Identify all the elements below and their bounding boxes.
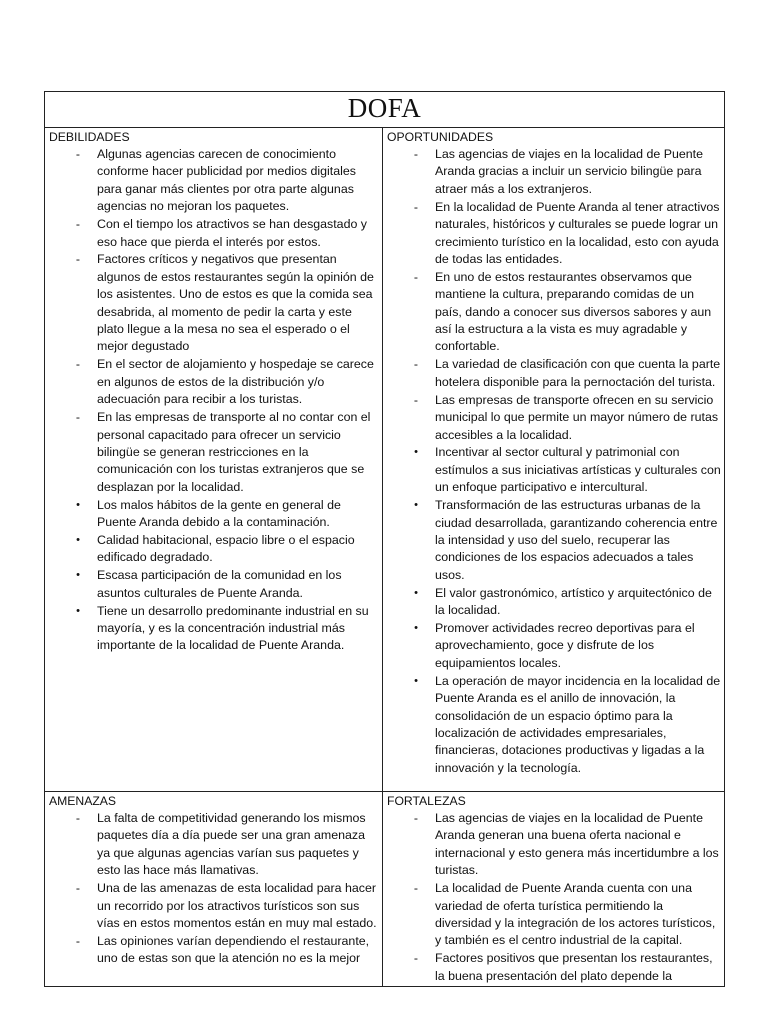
oportunidades-list-item [387, 497, 721, 584]
fortalezas-list [387, 810, 721, 985]
debilidades-item-text: Calidad habitacional, espacio libre o el espacio edificado degradado. [97, 532, 355, 565]
oportunidades-item-text: En uno de estos restaurantes observamos que mantiene la cultura, preparando comidas de un país, dando a conocer sus diversos sabores y aun así la estructura a la vista es muy agradable y confortable. [435, 269, 712, 354]
dash-icon: - [413, 951, 419, 966]
debilidades-list-item [49, 497, 379, 532]
debilidades-list-item [49, 409, 379, 496]
bullet-icon: • [414, 446, 418, 459]
quadrant-amenazas [45, 792, 383, 987]
dofa-table [44, 91, 725, 987]
debilidades-list-item [49, 146, 379, 216]
oportunidades-list-item [387, 585, 721, 620]
oportunidades-list-item [387, 444, 721, 496]
debilidades-item-text: Escasa participación de la comunidad en los asuntos culturales de Puente Aranda. [97, 568, 342, 600]
amenazas-item-text: La falta de competitividad generando los mismos paquetes día a día puede ser una gran amenaza ya que algunas agencias varían sus paquetes y esto las hace más llamativas. [97, 811, 366, 878]
fortalezas-list-item [387, 950, 721, 985]
oportunidades-list-item [387, 146, 721, 198]
bullet-icon: • [76, 533, 80, 546]
debilidades-item-text: En el sector de alojamiento y hospedaje se carece en algunos de estos de la distribución y/o adecuación para recibir a los turistas. [97, 357, 374, 407]
fortalezas-list-item [387, 810, 721, 880]
oportunidades-item-text: La variedad de clasificación con que cuenta la parte hotelera disponible para la pernoctación del turista. [435, 357, 721, 389]
fortalezas-heading: FORTALEZAS [387, 794, 466, 808]
debilidades-list-item [49, 356, 379, 408]
oportunidades-item-text: Incentivar al sector cultural y patrimonial con estímulos a sus iniciativas artísticas y culturales con un enfoque participativo e intercultural. [435, 445, 721, 495]
oportunidades-list-item [387, 620, 721, 672]
oportunidades-item-text: El valor gastronómico, artístico y arquitectónico de la localidad. [435, 585, 712, 618]
quadrant-fortalezas [383, 792, 725, 987]
amenazas-list-item [49, 933, 379, 968]
dash-icon: - [75, 881, 81, 896]
dash-icon: - [75, 357, 81, 372]
oportunidades-heading: OPORTUNIDADES [387, 130, 494, 144]
debilidades-item-text: Algunas agencias carecen de conocimiento conforme hacer publicidad por medios digitales para ganar más clientes por otra parte algunas agencias no mejoran los paquetes. [97, 147, 356, 214]
debilidades-item-text: En las empresas de transporte al no contar con el personal capacitado para ofrecer un servicio bilingüe se generan restricciones en la comunicación con los turistas extranjeros que se desplazan por la localidad. [97, 410, 371, 494]
fortalezas-item-text: La localidad de Puente Aranda cuenta con una variedad de oferta turística permitiendo la diversidad y la integración de los actores turísticos, y también es el centro industrial de la capital. [435, 881, 716, 948]
oportunidades-list-item [387, 199, 721, 269]
debilidades-list [49, 146, 379, 655]
bullet-icon: • [414, 621, 418, 634]
debilidades-item-text: Los malos hábitos de la gente en general de Puente Aranda debido a la contaminación. [97, 497, 341, 530]
oportunidades-list-item [387, 392, 721, 444]
debilidades-item-text: Factores críticos y negativos que presentan algunos de estos restaurantes según la opinión de los asistentes. Uno de estos es que la comida sea desabrida, al momento de pedir la carta y este plato llegue a la mesa no sea el esperado o el mejor degustado [97, 252, 374, 354]
amenazas-list-item [49, 810, 379, 880]
debilidades-list-item [49, 567, 379, 602]
amenazas-item-text: Las opiniones varían dependiendo el restaurante, uno de estas son que la atención no es la mejor [97, 933, 370, 966]
bullet-icon: • [414, 586, 418, 599]
oportunidades-item-text: Transformación de las estructuras urbanas de la ciudad desarrollada, garantizando coherencia entre la intensidad y uso del suelo, recuperar las condiciones de los espacios adecuados a tales usos. [435, 498, 718, 582]
dash-icon: - [75, 410, 81, 425]
dash-icon: - [413, 357, 419, 372]
oportunidades-item-text: Promover actividades recreo deportivas para el aprovechamiento, goce y disfrute de los equipamientos locales. [435, 620, 695, 670]
dash-icon: - [75, 147, 81, 161]
dash-icon: - [413, 881, 419, 896]
fortalezas-list-item [387, 880, 721, 950]
dash-icon: - [75, 217, 81, 232]
dash-icon: - [413, 199, 419, 214]
bullet-icon: • [414, 499, 418, 512]
bullet-icon: • [76, 604, 80, 617]
debilidades-list-item [49, 532, 379, 567]
dash-icon: - [75, 252, 81, 267]
table-title: DOFA [45, 92, 725, 128]
fortalezas-item-text: Factores positivos que presentan los restaurantes, la buena presentación del plato depende la [435, 951, 713, 983]
dash-icon: - [413, 269, 419, 284]
debilidades-heading: DEBILIDADES [49, 130, 130, 144]
oportunidades-list-item [387, 269, 721, 356]
bullet-icon: • [76, 569, 80, 582]
debilidades-item-text: Con el tiempo los atractivos se han desgastado y eso hace que pierda el interés por estos. [97, 217, 367, 249]
fortalezas-item-text: Las agencias de viajes en la localidad de Puente Aranda generan una buena oferta nacional e internacional y esto genera más incertidumbre a los turistas. [435, 811, 719, 878]
oportunidades-item-text: Las agencias de viajes en la localidad de Puente Aranda gracias a incluir un servicio bilingüe para atraer más a los extranjeros. [435, 147, 703, 196]
dash-icon: - [413, 147, 419, 161]
dash-icon: - [413, 811, 419, 825]
debilidades-list-item [49, 251, 379, 355]
oportunidades-item-text: Las empresas de transporte ofrecen en su servicio municipal lo que permite un mayor número de rutas accesibles a la localidad. [435, 392, 719, 442]
amenazas-item-text: Una de las amenazas de esta localidad para hacer un recorrido por los atractivos turísticos son sus vías en estos momentos están en muy mal estado. [97, 881, 377, 930]
bullet-icon: • [76, 498, 80, 511]
bullet-icon: • [414, 674, 418, 687]
dash-icon: - [75, 811, 81, 825]
debilidades-list-item [49, 603, 379, 655]
dash-icon: - [413, 392, 419, 407]
oportunidades-list-item [387, 356, 721, 391]
dash-icon: - [75, 933, 81, 948]
oportunidades-item-text: En la localidad de Puente Aranda al tener atractivos naturales, históricos y culturales se puede lograr un crecimiento turístico en la localidad, esto con ayuda de todas las entidades. [435, 199, 720, 266]
quadrant-debilidades [45, 128, 383, 792]
amenazas-list [49, 810, 379, 968]
oportunidades-list [387, 146, 721, 777]
debilidades-item-text: Tiene un desarrollo predominante industrial en su mayoría, y es la concentración industrial más importante de la localidad de Puente Aranda. [97, 603, 369, 653]
debilidades-list-item [49, 216, 379, 251]
amenazas-heading: AMENAZAS [49, 794, 117, 808]
oportunidades-item-text: La operación de mayor incidencia en la localidad de Puente Aranda es el anillo de innovación, la consolidación de un espacio óptimo para la localización de actividades empresariales, financieras, dotaciones productivas y ligadas a la innovación y la tecnología. [435, 673, 721, 775]
quadrant-oportunidades [383, 128, 725, 792]
oportunidades-list-item [387, 673, 721, 777]
amenazas-list-item [49, 880, 379, 932]
